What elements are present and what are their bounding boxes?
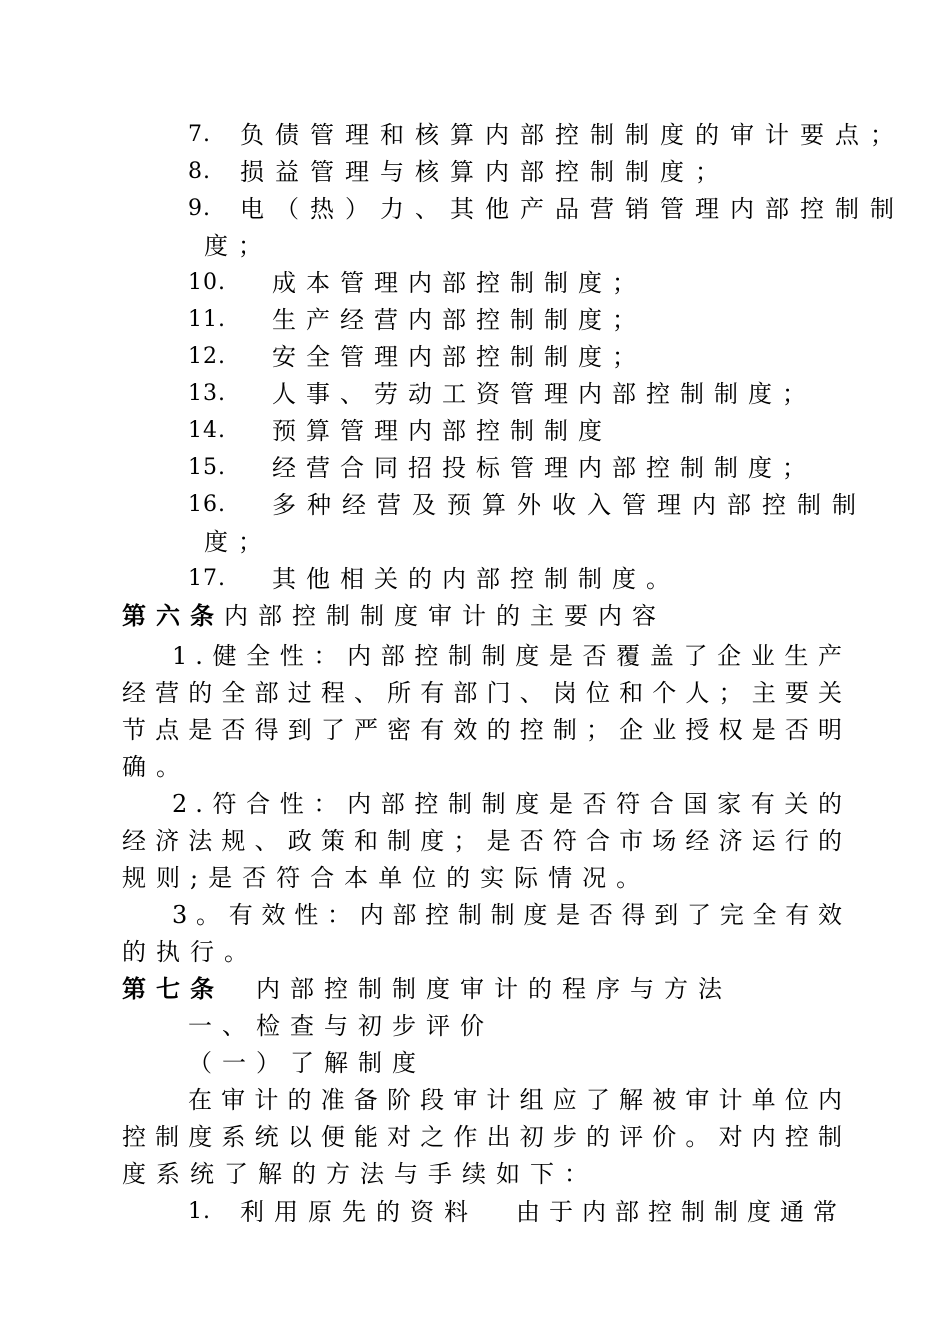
paragraph-line: 1.健全性：内部控制制度是否覆盖了企业生产 — [172, 642, 850, 670]
list-number: 10. — [188, 270, 226, 295]
paragraph-line: 经济法规、政策和制度；是否符合市场经济运行的 — [122, 827, 850, 855]
paragraph-line: 控制度系统以便能对之作出初步的评价。对内控制 — [122, 1123, 850, 1151]
list-text: 多种经营及预算外收入管理内部控制制 — [272, 491, 867, 519]
list-text: 成本管理内部控制制度； — [272, 269, 646, 297]
paragraph-line: 2.符合性：内部控制制度是否符合国家有关的 — [172, 790, 850, 818]
article-6-title: 内部控制制度审计的主要内容 — [224, 602, 666, 630]
list-text: 安全管理内部控制制度； — [272, 343, 646, 371]
list-text: 经营合同招投标管理内部控制制度； — [272, 454, 816, 482]
list-number: 15. — [188, 455, 226, 480]
list-text: 生产经营内部控制制度； — [272, 306, 646, 334]
section-heading: 一、检查与初步评价 — [188, 1012, 494, 1040]
list-text-continuation: 度； — [204, 232, 272, 260]
paragraph-line: 规则;是否符合本单位的实际情况。 — [122, 864, 651, 892]
list-text: 损益管理与核算内部控制制度； — [240, 158, 730, 186]
paragraph-line: 确。 — [122, 753, 190, 781]
paragraph-line: 的执行。 — [122, 938, 258, 966]
list-number: 12. — [188, 344, 226, 369]
article-7-title: 内部控制制度审计的程序与方法 — [256, 975, 732, 1003]
paragraph-line: 度系统了解的方法与手续如下： — [122, 1160, 598, 1188]
list-text-continuation: 度； — [204, 528, 272, 556]
paragraph-line: 在审计的准备阶段审计组应了解被审计单位内 — [188, 1086, 850, 1114]
list-number: 13. — [188, 381, 226, 406]
list-text: 利用原先的资料 — [240, 1198, 478, 1226]
list-number: 11. — [188, 307, 226, 332]
paragraph-line: 3。有效性：内部控制制度是否得到了完全有效 — [172, 901, 850, 929]
list-number: 14. — [188, 418, 226, 443]
list-text: 电（热）力、其他产品营销管理内部控制制 — [240, 195, 905, 223]
subsection-heading: （一）了解制度 — [188, 1049, 426, 1077]
paragraph-line: 经营的全部过程、所有部门、岗位和个人；主要关 — [122, 679, 850, 707]
article-7-label: 第七条 — [122, 974, 224, 1003]
list-text: 其他相关的内部控制制度。 — [272, 565, 680, 593]
list-number: 7. — [188, 122, 211, 147]
list-text: 负债管理和核算内部控制制度的审计要点； — [240, 121, 905, 149]
list-text-continuation: 由于内部控制制度通常 — [516, 1198, 846, 1226]
list-number: 9. — [188, 196, 211, 221]
list-number: 17. — [188, 566, 226, 591]
list-text: 人事、劳动工资管理内部控制制度； — [272, 380, 816, 408]
paragraph-line: 节点是否得到了严密有效的控制；企业授权是否明 — [122, 716, 850, 744]
list-number: 1. — [188, 1199, 211, 1224]
article-6-label: 第六条 — [122, 601, 224, 630]
list-number: 8. — [188, 159, 211, 184]
list-number: 16. — [188, 492, 226, 517]
list-text: 预算管理内部控制制度 — [272, 417, 612, 445]
